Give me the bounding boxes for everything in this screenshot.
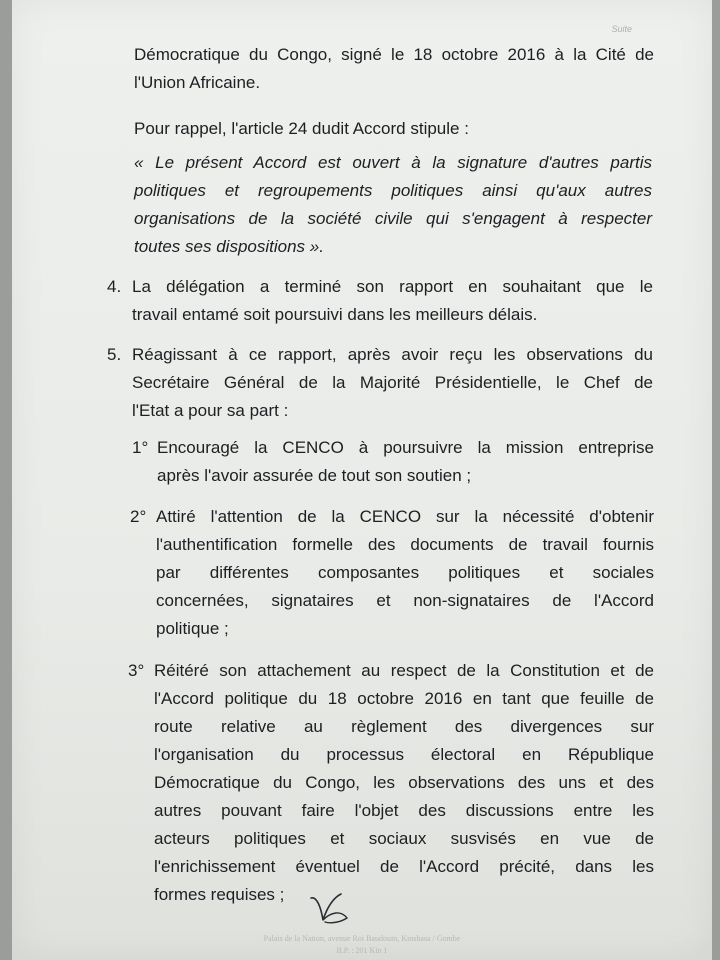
item-5-line-2: Secrétaire Général de la Majorité Présidentielle, le Chef de <box>132 373 653 392</box>
sub-3-line-2: l'Accord politique du 18 octobre 2016 en tant que feuille de <box>154 689 654 708</box>
sub-2-line-2: l'authentification formelle des documents de travail fournis <box>156 535 654 554</box>
item-4-line-2: travail entamé soit poursuivi dans les meilleurs délais. <box>132 305 538 324</box>
sub-3-line-6: autres pouvant faire l'objet des discussions entre les <box>154 801 654 820</box>
item-5-number: 5. <box>107 345 122 364</box>
quote-line-4: toutes ses dispositions ». <box>134 237 324 256</box>
quote-line-2: politiques et regroupements politiques ainsi qu'aux autres <box>134 181 652 200</box>
sub-2-line-1: Attiré l'attention de la CENCO sur la nécessité d'obtenir <box>156 507 654 526</box>
item-4-line-1: La délégation a terminé son rapport en souhaitant que le <box>132 277 653 296</box>
sub-2-line-5: politique ; <box>156 619 229 638</box>
sub-1-line-2: après l'avoir assurée de tout son soutien ; <box>157 466 472 485</box>
item-4-number: 4. <box>107 277 122 296</box>
sub-3-line-4: l'organisation du processus électoral en République <box>154 745 654 764</box>
quote-line-3: organisations de la société civile qui s'engagent à respecter <box>134 209 652 228</box>
sub-2-line-4: concernées, signataires et non-signataires de l'Accord <box>156 591 654 610</box>
item-5-line-1: Réagissant à ce rapport, après avoir reçu les observations du <box>132 345 653 364</box>
sub-2-line-3: par différentes composantes politiques et sociales <box>156 563 654 582</box>
sub-3-number: 3° <box>128 661 145 680</box>
sub-3-line-8: l'enrichissement éventuel de l'Accord précité, dans les <box>154 857 654 876</box>
footer-address: Palais de la Nation, avenue Roi Baudouin, Kinshasa / Gombe <box>263 934 461 943</box>
sub-3-line-5: Démocratique du Congo, les observations des uns et des <box>154 773 654 792</box>
sub-3-line-1: Réitéré son attachement au respect de la Constitution et de <box>154 661 654 680</box>
corner-note: Suite <box>611 24 632 34</box>
sub-3-line-7: acteurs politiques et sociaux susvisés en vue de <box>154 829 654 848</box>
sub-1-number: 1° <box>132 438 149 457</box>
initials-signature-icon <box>307 888 353 928</box>
intro-line-2: l'Union Africaine. <box>134 73 261 92</box>
sub-3-line-3: route relative au règlement des divergences sur <box>154 717 654 736</box>
quote-line-1: « Le présent Accord est ouvert à la signature d'autres partis <box>134 153 652 172</box>
sub-3-line-9: formes requises ; <box>154 885 285 904</box>
intro-line-1: Démocratique du Congo, signé le 18 octobre 2016 à la Cité de <box>134 45 654 64</box>
item-5-line-3: l'Etat a pour sa part : <box>132 401 289 420</box>
recall-line: Pour rappel, l'article 24 dudit Accord stipule : <box>134 119 469 138</box>
document-page <box>12 0 712 960</box>
sub-2-number: 2° <box>130 507 147 526</box>
sub-1-line-1: Encouragé la CENCO à poursuivre la mission entreprise <box>157 438 654 457</box>
footer-po-box: B.P. : 201 Kin 1 <box>336 946 388 955</box>
